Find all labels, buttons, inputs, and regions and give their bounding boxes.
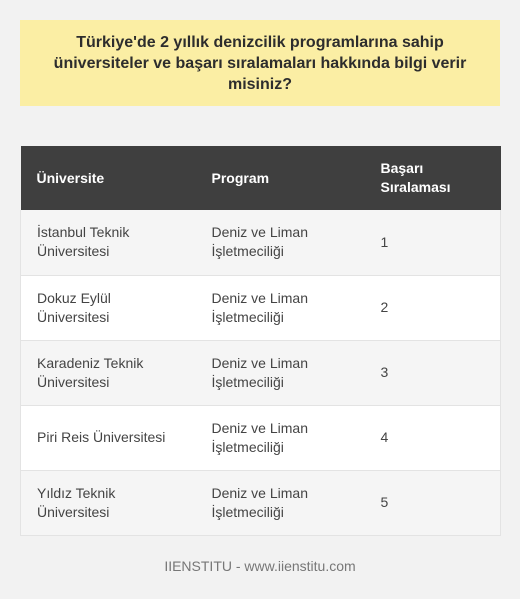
header-program: Program bbox=[211, 169, 270, 186]
table-row bbox=[21, 340, 501, 405]
footer-watermark: IIENSTITU - www.iienstitu.com bbox=[164, 558, 356, 574]
header-ranking: Başarı Sıralaması bbox=[380, 160, 451, 195]
cell-ranking: 2 bbox=[380, 299, 389, 315]
cell-university: İstanbul Teknik Üniversitesi bbox=[37, 224, 130, 260]
table-row bbox=[21, 210, 501, 275]
cell-ranking: 4 bbox=[380, 429, 389, 445]
table-row bbox=[21, 275, 501, 340]
cell-program: Deniz ve Liman İşletmeciliği bbox=[211, 484, 308, 520]
cell-program: Deniz ve Liman İşletmeciliği bbox=[211, 354, 308, 390]
cell-program: Deniz ve Liman İşletmeciliği bbox=[211, 224, 308, 260]
universities-table-container bbox=[20, 146, 500, 536]
header-university: Üniversite bbox=[36, 169, 105, 186]
table-row bbox=[21, 405, 501, 470]
cell-ranking: 3 bbox=[380, 364, 389, 380]
universities-table bbox=[20, 146, 501, 536]
cell-ranking: 5 bbox=[380, 494, 389, 510]
table-row bbox=[21, 470, 501, 535]
cell-program: Deniz ve Liman İşletmeciliği bbox=[211, 289, 308, 325]
question-box bbox=[20, 20, 500, 106]
cell-university: Piri Reis Üniversitesi bbox=[37, 429, 166, 445]
table-header-row bbox=[21, 146, 501, 210]
cell-ranking: 1 bbox=[380, 233, 389, 250]
question-text: Türkiye'de 2 yıllık denizcilik programlarına sahip üniversiteler ve başarı sıralamaları hakkında bilgi verir misiniz? bbox=[53, 33, 467, 93]
cell-program: Deniz ve Liman İşletmeciliği bbox=[211, 419, 308, 455]
cell-university: Yıldız Teknik Üniversitesi bbox=[37, 484, 116, 520]
cell-university: Karadeniz Teknik Üniversitesi bbox=[37, 354, 144, 390]
cell-university: Dokuz Eylül Üniversitesi bbox=[37, 289, 111, 325]
